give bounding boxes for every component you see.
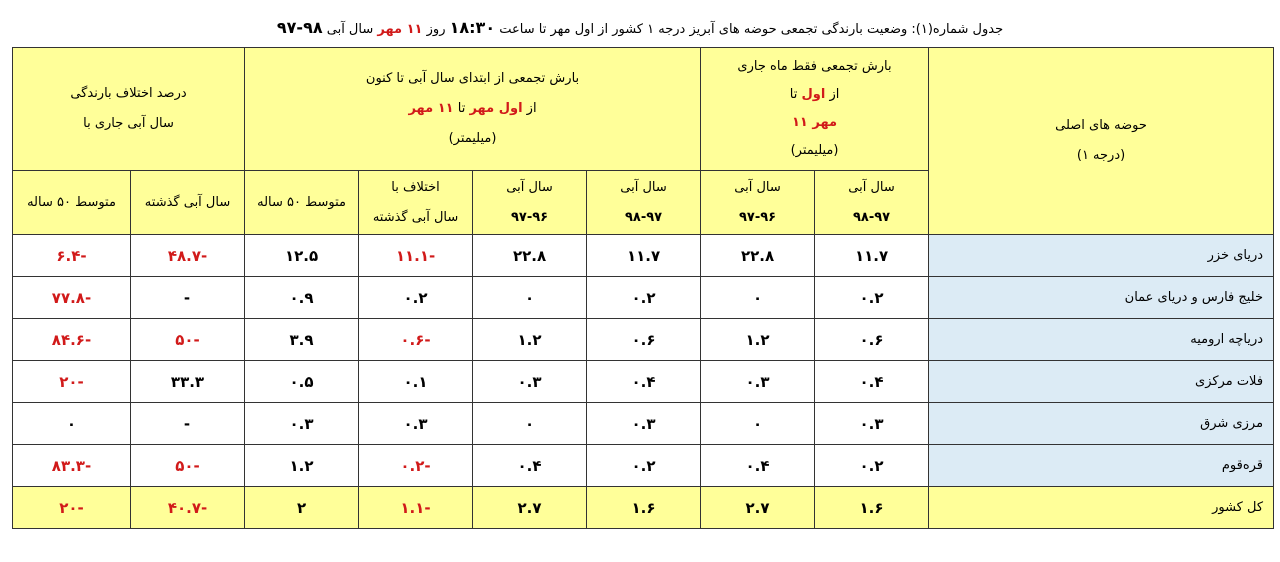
cell-cumulative-current: ۰.۶ [587,319,701,361]
title-day: ۱۱ مهر [377,22,423,37]
header-cumulative-title: بارش تجمعی از ابتدای سال آبی تا کنون [365,71,580,86]
cell-cumulative-average: ۱۲.۵ [245,235,359,277]
cell-percent-previous: -۵۰ [131,319,245,361]
table-row [13,403,1274,445]
row-basin-name: دریاچه ارومیه [929,319,1274,361]
cell-cumulative-previous: ۰ [473,277,587,319]
total-row [13,487,1274,529]
cell-month-previous: ۲.۷ [701,487,815,529]
cell-month-previous: ۲۲.۸ [701,235,815,277]
title-middle: روز [426,22,446,37]
cell-cumulative-current: ۱۱.۷ [587,235,701,277]
header-basins [929,48,1274,235]
cell-cumulative-difference: -۰.۲ [359,445,473,487]
cell-month-previous: ۰.۴ [701,445,815,487]
cell-cumulative-current: ۰.۴ [587,361,701,403]
header-percent-title: درصد اختلاف بارندگی [70,86,187,101]
cell-month-previous: ۰ [701,277,815,319]
cell-month-current: ۰.۶ [815,319,929,361]
row-basin-name: قره‌قوم [929,445,1274,487]
cell-percent-previous: ۳۳.۳ [131,361,245,403]
table-body [13,235,1274,529]
row-basin-name: خلیج فارس و دریای عمان [929,277,1274,319]
subheader-percent-previous: سال آبی گذشته [131,171,245,235]
cell-month-current: ۰.۲ [815,445,929,487]
cell-cumulative-difference: ۰.۱ [359,361,473,403]
subheader-percent-average: متوسط ۵۰ ساله [13,171,131,235]
cell-percent-average: -۸۴.۶ [13,319,131,361]
cell-month-current: ۰.۲ [815,277,929,319]
cell-month-current: ۰.۳ [815,403,929,445]
cell-percent-previous: -۵۰ [131,445,245,487]
cell-cumulative-current: ۰.۲ [587,445,701,487]
cell-month-current: ۰.۴ [815,361,929,403]
title-year: ۹۸-۹۷ [276,18,323,37]
row-basin-name: دریای خزر [929,235,1274,277]
row-basin-name: کل کشور [929,487,1274,529]
table-title [0,18,1280,37]
subheader-cumulative-previous: سال آبی ۹۷-۹۶ [473,171,587,235]
cell-cumulative-previous: ۰.۴ [473,445,587,487]
cell-cumulative-difference: -۰.۶ [359,319,473,361]
row-basin-name: فلات مرکزی [929,361,1274,403]
cell-cumulative-difference: -۱۱.۱ [359,235,473,277]
header-percent-subtitle: سال آبی جاری با [83,116,174,131]
cell-cumulative-previous: ۲۲.۸ [473,235,587,277]
header-month-range: از اول تا [789,87,840,102]
subheader-cumulative-current: سال آبی ۹۸-۹۷ [587,171,701,235]
cell-cumulative-average: ۳.۹ [245,319,359,361]
cell-cumulative-average: ۰.۹ [245,277,359,319]
table-row [13,445,1274,487]
cell-percent-previous: -۴۰.۷ [131,487,245,529]
cell-percent-previous: - [131,277,245,319]
title-suffix: سال آبی [326,22,374,37]
cell-cumulative-difference: ۰.۳ [359,403,473,445]
header-basins-title: حوضه های اصلی [1055,118,1147,133]
cell-cumulative-average: ۱.۲ [245,445,359,487]
header-month-title: بارش تجمعی فقط ماه جاری [737,59,892,74]
table-row [13,319,1274,361]
cell-month-previous: ۰.۳ [701,361,815,403]
subheader-cumulative-average: متوسط ۵۰ ساله [245,171,359,235]
cell-percent-average: -۸۳.۳ [13,445,131,487]
table-row [13,235,1274,277]
header-month-end: مهر ۱۱ [791,115,838,130]
title-prefix: جدول شماره(۱): وضعیت بارندگی تجمعی حوضه های آبریز درجه ۱ کشور از اول مهر تا ساعت [499,22,1004,37]
table-row [13,361,1274,403]
cell-cumulative-difference: ۰.۲ [359,277,473,319]
header-cumulative-range: از اول مهر تا ۱۱ مهر [408,101,537,116]
cell-percent-average: ۰ [13,403,131,445]
cell-cumulative-average: ۰.۳ [245,403,359,445]
header-cumulative [245,48,701,171]
subheader-month-previous: سال آبی ۹۷-۹۶ [701,171,815,235]
cell-cumulative-previous: ۱.۲ [473,319,587,361]
cell-cumulative-current: ۱.۶ [587,487,701,529]
cell-month-previous: ۰ [701,403,815,445]
header-percent [13,48,245,171]
cell-cumulative-previous: ۲.۷ [473,487,587,529]
cell-cumulative-average: ۲ [245,487,359,529]
cell-percent-average: -۷۷.۸ [13,277,131,319]
cell-cumulative-previous: ۰.۳ [473,361,587,403]
header-basins-degree: (درجه ۱) [1076,148,1126,163]
cell-cumulative-current: ۰.۲ [587,277,701,319]
header-cumulative-unit: (میلیمتر) [448,131,497,146]
cell-month-current: ۱.۶ [815,487,929,529]
title-time: ۱۸:۳۰ [449,18,496,37]
cell-percent-previous: -۴۸.۷ [131,235,245,277]
cell-percent-previous: - [131,403,245,445]
header-month [701,48,929,171]
header-month-unit: (میلیمتر) [790,143,839,158]
cell-cumulative-current: ۰.۳ [587,403,701,445]
table-row [13,277,1274,319]
subheader-cumulative-difference: اختلاف با سال آبی گذشته [359,171,473,235]
cell-cumulative-previous: ۰ [473,403,587,445]
subheader-month-current: سال آبی ۹۸-۹۷ [815,171,929,235]
cell-month-current: ۱۱.۷ [815,235,929,277]
cell-month-previous: ۱.۲ [701,319,815,361]
row-basin-name: مرزی شرق [929,403,1274,445]
cell-percent-average: -۲۰ [13,487,131,529]
cell-percent-average: -۶.۴ [13,235,131,277]
cell-cumulative-difference: -۱.۱ [359,487,473,529]
rainfall-table [12,47,1274,529]
cell-cumulative-average: ۰.۵ [245,361,359,403]
cell-percent-average: -۲۰ [13,361,131,403]
